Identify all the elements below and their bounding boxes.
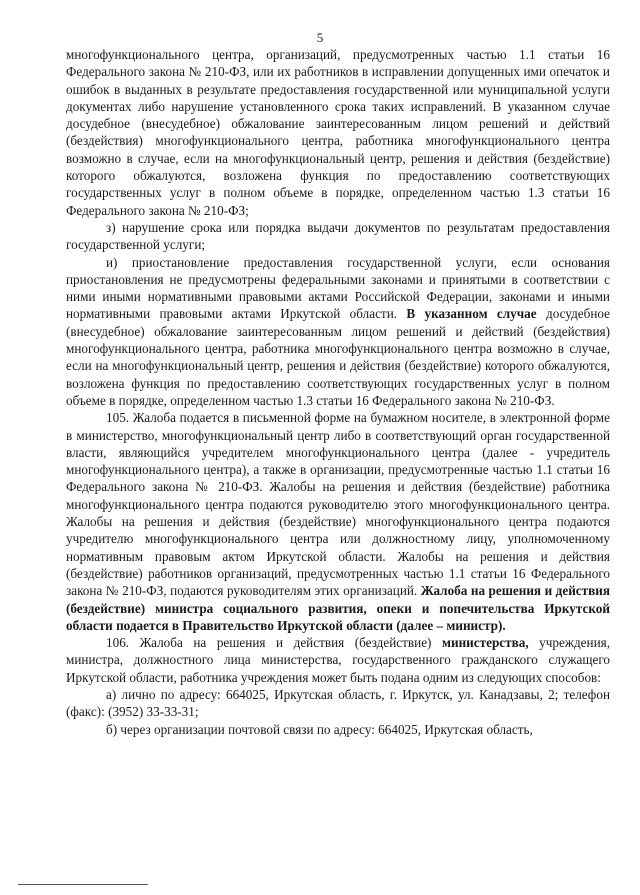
page-number: 5: [316, 30, 324, 45]
bold-phrase: министерства,: [441, 635, 529, 651]
footer-rule: [18, 884, 148, 885]
paragraph-text: досудебное (внесудебное) обжалование заинтересованным лицом решений и действий (бездействия) многофункционального центра, работника многофункционального центра возможно в случае, если на многофункциональный центр, решения и действия (бездействие) которого обжалуются, возложена функция по предоставлению соответствующих государственных услуг в полном объеме в порядке, определенном частью 1.3 статьи 16 Федерального закона № 210-ФЗ.: [66, 306, 611, 408]
paragraph-text: 106. Жалоба на решения и действия (бездействие): [106, 635, 442, 651]
paragraph-item-i: [66, 254, 610, 410]
paragraph-text: 105. Жалоба подается в письменной форме на бумажном носителе, в электронной форме в министерство, многофункциональный центр либо в соответствующий орган государственной власти, являющийся учредителем многофункционального центра (далее - учредитель многофункционального центра), а также в организации, предусмотренные частью 1.1 статьи 16 Федерального закона № 210-ФЗ. Жалобы на решения и действия (бездействие) работника многофункционального центра подаются руководителю этого многофункционального центра. Жалобы на решения и действия (бездействие) многофункционального центра подаются учредителю многофункционального центра или должностному лицу, уполномоченному нормативным правовым актом Иркутской области. Жалобы на решения и действия (бездействие) работников организаций, предусмотренных частью 1.1 статьи 16 Федерального закона № 210-ФЗ, подаются руководителям этих организаций.: [66, 410, 610, 599]
paragraph-item-z: з) нарушение срока или порядка выдачи документов по результатам предоставления государственной услуги;: [66, 219, 610, 253]
paragraph-text: учреждения, министра, должностного лица министерства, государственного гражданского служащего Иркутской области, работника учреждения может быть подана одним из следующих способов:: [66, 635, 610, 685]
bold-phrase: В указанном случае: [406, 306, 537, 322]
paragraph-continuation: многофункционального центра, организаций, предусмотренных частью 1.1 статьи 16 Федерального закона № 210-ФЗ, или их работников в исправлении допущенных ими опечаток и ошибок в выданных в результате предоставления государственной или муниципальной услуги документах либо нарушение установленного срока таких исправлений. В указанном случае досудебное (внесудебное) обжалование заинтересованным лицом решений и действий (бездействия) многофункционального центра, работника многофункционального центра возможно в случае, если на многофункциональный центр, решения и действия (бездействие) которого обжалуются, возложена функция по предоставлению соответствующих государственных услуг в полном объеме в порядке, определенном частью 1.3 статьи 16 Федерального закона № 210-ФЗ;: [66, 47, 610, 218]
paragraph-105: [66, 409, 610, 634]
paragraph-text: и) приостановление предоставления государственной услуги, если основания приостановления не предусмотрены федеральными законами и принятыми в соответствии с ними иными нормативными правовыми актами Российской Федерации, законами и иными нормативными правовыми актами Иркутской области.: [66, 254, 610, 322]
paragraph-item-a: а) лично по адресу: 664025, Иркутская область, г. Иркутск, ул. Канадзавы, 2; телефон (факс): (3952) 33-33-31;: [66, 686, 610, 720]
document-body: [66, 46, 610, 738]
paragraph-item-b: б) через организации почтовой связи по адресу: 664025, Иркутская область,: [106, 721, 533, 737]
bold-phrase: Жалоба на решения и действия (бездействие) министра социального развития, опеки и попечительства Иркутской области подается в Правительство Иркутской области (далее – министр).: [66, 583, 610, 633]
paragraph-106: [66, 634, 610, 686]
